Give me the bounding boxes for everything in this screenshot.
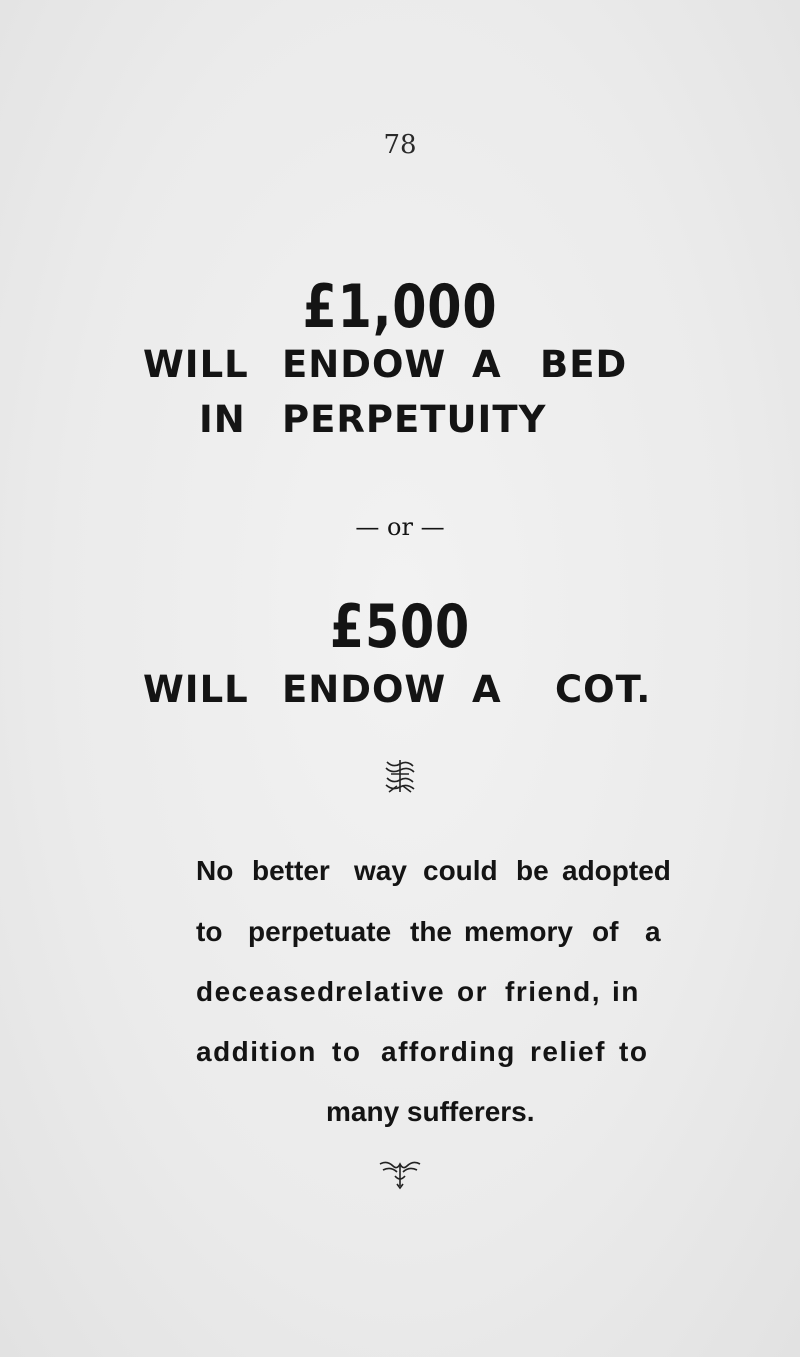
paragraph-word: could [423,855,498,886]
paragraph-line [0,976,800,1016]
heading-word: A [472,668,502,711]
heading-word: IN [199,398,246,441]
paragraph-line [0,1096,800,1136]
heading-word: ENDOW [282,668,447,711]
heading-word: PERPETUITY [282,398,547,441]
paragraph-word: friend, [505,976,602,1007]
paragraph-word: to [332,1036,362,1067]
heading-word: WILL [143,668,249,711]
paragraph-word: many sufferers. [326,1096,535,1127]
paragraph-line [0,916,800,956]
paragraph-word: adopted [562,855,671,886]
page-number: 78 [383,130,417,160]
paragraph-word: affording [381,1036,516,1067]
paragraph-word: relief [530,1036,606,1067]
paragraph-word: a [645,916,661,947]
heading-word: BED [540,343,628,386]
paragraph-word: deceased [196,976,336,1007]
paragraph-word: perpetuate [248,916,392,947]
flourish-ornament-icon [383,758,417,799]
amount-five-hundred: £500 [329,592,471,662]
amount-one-thousand: £1,000 [302,272,498,342]
paragraph-word: to [196,916,223,947]
heading-word: COT. [555,668,652,711]
paragraph-word: of [592,916,619,947]
paragraph-word: relative [335,976,446,1007]
paragraph-line [0,855,800,895]
paragraph-word: be [516,855,549,886]
paragraph-word: in [612,976,640,1007]
or-separator: — or — [355,513,445,541]
heading-word: WILL [143,343,249,386]
paragraph-word: addition [196,1036,317,1067]
flourish-ornament-icon [377,1158,423,1195]
paragraph-word: No [196,855,234,886]
paragraph-word: way [354,855,407,886]
paragraph-word: to [619,1036,649,1067]
paragraph-line [0,1036,800,1076]
heading-word: A [472,343,502,386]
paragraph-word: the [410,916,452,947]
paragraph-word: or [457,976,488,1007]
paragraph-word: better [252,855,330,886]
paragraph-word: memory [464,916,573,947]
heading-word: ENDOW [282,343,447,386]
